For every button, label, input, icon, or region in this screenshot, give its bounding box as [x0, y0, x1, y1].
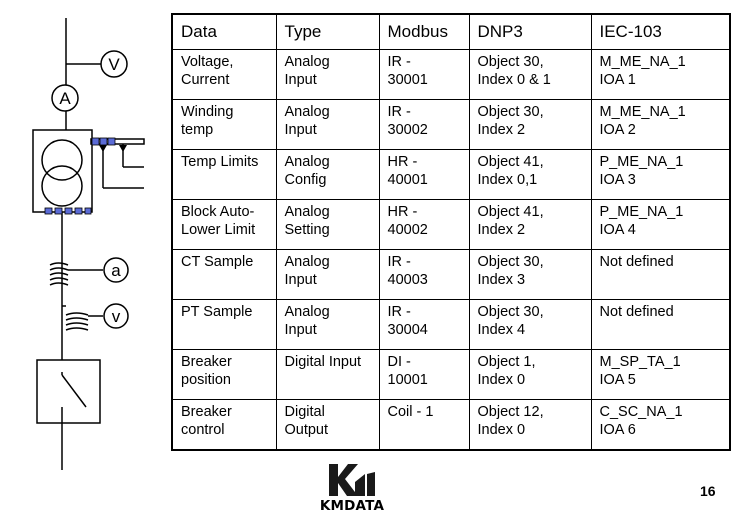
header-iec-103: IEC-103 — [591, 14, 730, 50]
cell-text-line: Index 2 — [477, 122, 526, 138]
cell-text-line: IR - — [387, 54, 411, 70]
table-cell-dnp3 — [469, 50, 591, 100]
ammeter-label: A — [59, 89, 71, 108]
cell-text-line: Object 30, — [477, 104, 544, 120]
table-cell-data — [172, 300, 276, 350]
cell-text-line: M_ME_NA_1 — [599, 104, 686, 120]
page-number: 16 — [700, 483, 716, 499]
table-row — [172, 300, 730, 350]
cell-text-line: IOA 6 — [599, 422, 636, 438]
table-cell-modbus — [379, 50, 469, 100]
cell-text-line: Analog — [284, 304, 330, 320]
cell-text-line: Input — [284, 122, 317, 138]
cell-text-line: IOA 5 — [599, 372, 636, 388]
cell-text-line: IR - — [387, 254, 411, 270]
table-cell-iec — [591, 350, 730, 400]
table-cell-modbus — [379, 300, 469, 350]
table-cell-type — [276, 200, 379, 250]
cell-text-line: Breaker — [181, 404, 232, 420]
cell-text-line: 30002 — [387, 122, 428, 138]
cell-text-line: 30001 — [387, 72, 428, 88]
cell-text-line: PT Sample — [181, 304, 253, 320]
cell-text-line: Voltage, — [181, 54, 234, 70]
cell-text-line: Input — [284, 72, 317, 88]
cell-text-line: 40003 — [387, 272, 428, 288]
cell-text-line: Winding — [181, 104, 234, 120]
cell-text-line: Object 41, — [477, 154, 544, 170]
table-cell-type — [276, 300, 379, 350]
table-cell-type — [276, 350, 379, 400]
header-data: Data — [172, 14, 276, 50]
transformer-winding-top — [42, 140, 82, 180]
table-cell-iec — [591, 250, 730, 300]
table-cell-modbus — [379, 150, 469, 200]
table-cell-modbus — [379, 100, 469, 150]
cell-text-line: 10001 — [387, 372, 428, 388]
cell-text-line: Output — [284, 422, 329, 438]
cell-text-line: Breaker — [181, 354, 232, 370]
cell-text-line: Lower Limit — [181, 222, 256, 238]
table-cell-iec — [591, 100, 730, 150]
cell-text-line: temp — [181, 122, 214, 138]
header-dnp3: DNP3 — [469, 14, 591, 50]
cell-text-line: Block Auto- — [181, 204, 255, 220]
cell-text-line: IOA 3 — [599, 172, 636, 188]
cell-text-line: HR - — [387, 154, 418, 170]
cell-text-line: Index 2 — [477, 222, 526, 238]
pt-coil — [66, 313, 88, 330]
cell-text-line: Analog — [284, 204, 330, 220]
cell-text-line: Input — [284, 322, 317, 338]
cell-text-line: Object 30, — [477, 254, 544, 270]
table-cell-modbus — [379, 250, 469, 300]
table-cell-modbus — [379, 200, 469, 250]
cell-text-line: Object 41, — [477, 204, 544, 220]
cell-text-line: 40001 — [387, 172, 428, 188]
protocol-mapping-table — [171, 13, 731, 451]
cell-text-line: IOA 1 — [599, 72, 636, 88]
table-header-row — [172, 14, 730, 50]
table-cell-type — [276, 50, 379, 100]
table-row — [172, 100, 730, 150]
table-cell-iec — [591, 300, 730, 350]
temp-arrow-head-2 — [119, 145, 127, 152]
cell-text-line: Index 4 — [477, 322, 526, 338]
ct-label: a — [111, 261, 121, 280]
table-cell-modbus — [379, 350, 469, 400]
cell-text-line: position — [181, 372, 231, 388]
cell-text-line: Coil - 1 — [387, 404, 434, 420]
cell-text-line: Index 0 & 1 — [477, 72, 551, 88]
single-line-diagram — [0, 0, 170, 518]
table-cell-type — [276, 100, 379, 150]
cell-text-line: DI - — [387, 354, 411, 370]
table-cell-dnp3 — [469, 200, 591, 250]
table-cell-iec — [591, 400, 730, 451]
cell-text-line: Index 0 — [477, 422, 526, 438]
cell-text-line: Digital Input — [284, 354, 362, 370]
table-cell-data — [172, 150, 276, 200]
cell-text-line: HR - — [387, 204, 418, 220]
cell-text-line: Index 0,1 — [477, 172, 538, 188]
table-cell-dnp3 — [469, 300, 591, 350]
cell-text-line: Digital — [284, 404, 325, 420]
cell-text-line: Object 12, — [477, 404, 544, 420]
table-cell-dnp3 — [469, 350, 591, 400]
table-cell-data — [172, 50, 276, 100]
cell-text-line: 30004 — [387, 322, 428, 338]
table-body — [172, 50, 730, 451]
cell-text-line: Analog — [284, 154, 330, 170]
table-cell-dnp3 — [469, 400, 591, 451]
cell-text-line: Analog — [284, 104, 330, 120]
table-cell-type — [276, 150, 379, 200]
cell-text-line: Object 30, — [477, 304, 544, 320]
table-cell-dnp3 — [469, 250, 591, 300]
cell-text-line: Not defined — [599, 254, 674, 270]
cell-text-line: Temp Limits — [181, 154, 259, 170]
table-cell-type — [276, 400, 379, 451]
table-cell-iec — [591, 50, 730, 100]
voltmeter-label: V — [108, 55, 120, 74]
table-cell-data — [172, 400, 276, 451]
table-cell-modbus — [379, 400, 469, 451]
breaker-box — [37, 360, 100, 423]
cell-text-line: P_ME_NA_1 — [599, 204, 684, 220]
cell-text-line: Analog — [284, 54, 330, 70]
cell-text-line: Index 0 — [477, 372, 526, 388]
cell-text-line: CT Sample — [181, 254, 254, 270]
cell-text-line: P_ME_NA_1 — [599, 154, 684, 170]
cell-text-line: IR - — [387, 104, 411, 120]
cell-text-line: 40002 — [387, 222, 428, 238]
cell-text-line: IR - — [387, 304, 411, 320]
table-row — [172, 250, 730, 300]
table-cell-data — [172, 250, 276, 300]
kmdata-logo — [307, 458, 397, 516]
table-cell-type — [276, 250, 379, 300]
cell-text-line: Object 1, — [477, 354, 536, 370]
cell-text-line: Setting — [284, 222, 330, 238]
cell-text-line: Analog — [284, 254, 330, 270]
kmdata-logo-mark — [307, 458, 397, 498]
cell-text-line: Input — [284, 272, 317, 288]
table-cell-iec — [591, 150, 730, 200]
table-cell-dnp3 — [469, 150, 591, 200]
table-cell-data — [172, 200, 276, 250]
cell-text-line: M_SP_TA_1 — [599, 354, 681, 370]
transformer-box — [33, 130, 92, 212]
header-type: Type — [276, 14, 379, 50]
cell-text-line: Config — [284, 172, 327, 188]
cell-text-line: IOA 2 — [599, 122, 636, 138]
table-row — [172, 200, 730, 250]
table-row — [172, 50, 730, 100]
logo-text: KMDATA — [319, 498, 385, 514]
breaker-switch — [62, 375, 86, 407]
pt-label: v — [111, 307, 121, 326]
cell-text-line: M_ME_NA_1 — [599, 54, 686, 70]
table-row — [172, 350, 730, 400]
ct-coil — [50, 263, 68, 285]
cell-text-line: C_SC_NA_1 — [599, 404, 683, 420]
table-cell-data — [172, 350, 276, 400]
table-cell-iec — [591, 200, 730, 250]
table-cell-dnp3 — [469, 100, 591, 150]
temp-arrow-head-1 — [99, 145, 107, 152]
table-row — [172, 400, 730, 451]
cell-text-line: Index 3 — [477, 272, 526, 288]
cell-text-line: Object 30, — [477, 54, 544, 70]
table-row — [172, 150, 730, 200]
cell-text-line: Not defined — [599, 304, 674, 320]
cell-text-line: control — [181, 422, 225, 438]
transformer-winding-bottom — [42, 166, 82, 206]
table-cell-data — [172, 100, 276, 150]
cell-text-line: Current — [181, 72, 230, 88]
cell-text-line: IOA 4 — [599, 222, 636, 238]
header-modbus: Modbus — [379, 14, 469, 50]
